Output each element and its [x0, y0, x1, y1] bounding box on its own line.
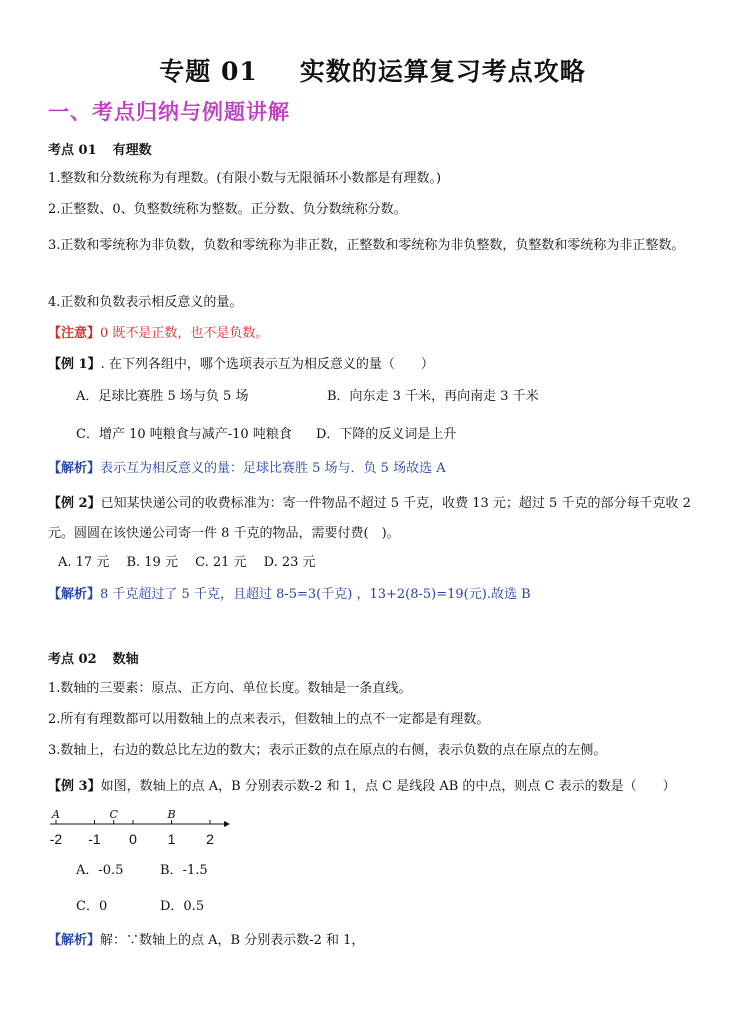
- example2-analysis-text: 8 千克超过了 5 千克，且超过 8-5=3(千克) ，13+2(8-5)=19(元).故选 B: [100, 587, 531, 602]
- example1-option-b: B．向东走 3 千米，再向南走 3 千米: [327, 389, 539, 404]
- topic1-name: 有理数: [112, 143, 152, 158]
- topic2-point-1: 1.数轴的三要素：原点、正方向、单位长度。数轴是一条直线。: [48, 681, 412, 696]
- example3-question-text: 如图，数轴上的点 A，B 分别表示数-2 和 1，点 C 是线段 AB 的中点，则点 C 表示的数是（ ）: [100, 779, 676, 794]
- example1-option-a: A．足球比赛胜 5 场与负 5 场: [76, 389, 249, 404]
- topic1-point-1: 1.整数和分数统称为有理数。(有限小数与无限循环小数都是有理数。): [48, 171, 442, 186]
- number-line-point-label: B: [167, 808, 176, 821]
- example2-question: [48, 489, 700, 549]
- topic1-point-4: 4.正数和负数表示相反意义的量。: [48, 295, 243, 310]
- example1-option-c: C．增产 10 吨粮食与减产-10 吨粮食: [76, 427, 292, 442]
- example1-analysis: [48, 458, 446, 480]
- topic2-point-2: 2.所有有理数都可以用数轴上的点来表示，但数轴上的点不一定都是有理数。: [48, 712, 490, 727]
- number-line-tick-label: 2: [206, 831, 214, 847]
- example2-analysis: [48, 584, 531, 606]
- example1-question: [48, 354, 434, 376]
- note-text: 0 既不是正数，也不是负数。: [100, 326, 269, 341]
- number-line-point-label: A: [52, 808, 60, 821]
- example3-analysis-tag: 【解析】: [48, 933, 101, 948]
- number-line-point-label: C: [109, 808, 118, 821]
- example3-analysis-text: 解：∵数轴上的点 A，B 分别表示数-2 和 1，: [100, 933, 365, 948]
- example2-analysis-tag: 【解析】: [48, 587, 101, 602]
- title-topic-number: 专题 01: [159, 57, 258, 86]
- example3-option-d: D．0.5: [160, 899, 205, 914]
- example3-option-c: C．0: [76, 899, 108, 914]
- example1-option-d: D．下降的反义词是上升: [316, 427, 457, 442]
- example1-tag: 【例 1】: [48, 357, 101, 372]
- example3-tag: 【例 3】: [48, 779, 101, 794]
- example3-question: [48, 776, 676, 798]
- topic1-label: 考点 01: [48, 143, 97, 158]
- example1-analysis-tag: 【解析】: [48, 461, 101, 476]
- number-line-tick-label: -1: [88, 831, 101, 847]
- topic2-point-3: 3.数轴上，右边的数总比左边的数大；表示正数的点在原点的右侧，表示负数的点在原点的左侧。: [48, 743, 607, 758]
- topic2-heading: [48, 648, 139, 667]
- topic1-point-3: 3.正数和零统称为非负数，负数和零统称为非正数，正整数和零统称为非负整数，负整数和零统称为非正整数。: [48, 238, 685, 253]
- example1-question-text: . 在下列各组中，哪个选项表示互为相反意义的量（ ）: [100, 357, 434, 372]
- number-line-points: [51, 808, 176, 824]
- number-line-arrow: [224, 821, 230, 827]
- page-title: [0, 52, 745, 88]
- example3-option-b: B．-1.5: [160, 863, 208, 878]
- section-heading: 一、考点归纳与例题讲解: [48, 100, 290, 124]
- topic2-label: 考点 02: [48, 652, 97, 667]
- example2-question-text: 已知某快递公司的收费标准为：寄一件物品不超过 5 千克，收费 13 元；超过 5 千克的部分每千克收 2 元。圆圆在该快递公司寄一件 8 千克的物品，需要付费( )。: [48, 496, 691, 541]
- example3-analysis: [48, 930, 364, 952]
- title-topic-name: 实数的运算复习考点攻略: [299, 57, 586, 86]
- example3-option-a: A．-0.5: [76, 863, 124, 878]
- number-line-figure: [44, 806, 234, 852]
- topic1-note: [48, 323, 268, 345]
- number-line-tick-label: 0: [129, 831, 137, 847]
- example2-tag: 【例 2】: [48, 496, 101, 511]
- example2-options: A. 17 元 B. 19 元 C. 21 元 D. 23 元: [58, 555, 316, 570]
- topic1-point-2: 2.正整数、0、负整数统称为整数。正分数、负分数统称分数。: [48, 202, 407, 217]
- topic2-name: 数轴: [112, 652, 139, 667]
- example1-analysis-text: 表示互为相反意义的量：足球比赛胜 5 场与．负 5 场故选 A: [100, 461, 446, 476]
- number-line-tick-label: 1: [167, 831, 176, 847]
- topic1-heading: [48, 139, 152, 158]
- note-tag: 【注意】: [48, 326, 101, 341]
- number-line-tick-label: -2: [49, 831, 63, 847]
